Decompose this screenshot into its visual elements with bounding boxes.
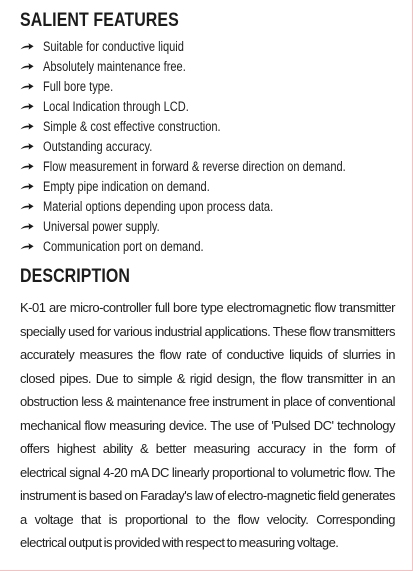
feature-text: Simple & cost effective construction.	[43, 118, 221, 134]
feature-text: Empty pipe indication on demand.	[43, 178, 210, 194]
description-line-text: electrical output is provided with respect to measuring voltage.	[20, 535, 339, 550]
feature-item	[20, 56, 398, 76]
feature-text: Suitable for conductive liquid	[43, 38, 184, 54]
description-line	[20, 414, 398, 438]
description-line-text: electrical signal 4-20 mA DC linearly proportional to volumetric flow. The	[20, 464, 395, 480]
arrow-right-icon	[20, 241, 34, 251]
feature-text: Absolutely maintenance free.	[43, 58, 186, 74]
feature-item	[20, 136, 398, 156]
description-line	[20, 390, 398, 414]
salient-features-heading: SALIENT FEATURES	[20, 10, 179, 31]
feature-text: Universal power supply.	[43, 218, 160, 234]
description-line-text: accurately measures the flow rate of conductive liquids of slurries in	[20, 347, 395, 362]
arrow-right-icon	[20, 121, 34, 131]
description-line-text: K-01 are micro-controller full bore type electromagnetic flow transmitter	[20, 300, 395, 315]
description-line	[20, 320, 398, 344]
feature-text: Local Indication through LCD.	[43, 98, 189, 114]
feature-item	[20, 156, 398, 176]
description-line	[20, 437, 398, 461]
description-paragraph	[20, 296, 398, 555]
feature-item	[20, 96, 398, 116]
feature-item	[20, 236, 398, 256]
description-line	[20, 367, 398, 391]
description-line	[20, 484, 398, 508]
arrow-right-icon	[20, 61, 34, 71]
arrow-right-icon	[20, 141, 34, 151]
description-line-text: offers highest ability & better measuring accuracy in the form of	[20, 441, 395, 456]
feature-item	[20, 76, 398, 96]
arrow-right-icon	[20, 101, 34, 111]
feature-item	[20, 196, 398, 216]
arrow-right-icon	[20, 41, 34, 51]
arrow-right-icon	[20, 201, 34, 211]
feature-item	[20, 36, 398, 56]
description-line	[20, 531, 398, 555]
description-line	[20, 508, 398, 532]
description-line	[20, 343, 398, 367]
description-line-text: a voltage that is proportional to the flow velocity. Corresponding	[20, 511, 395, 527]
feature-text: Communication port on demand.	[43, 238, 204, 254]
arrow-right-icon	[20, 161, 34, 171]
feature-text: Flow measurement in forward & reverse direction on demand.	[43, 158, 346, 174]
feature-text: Material options depending upon process data.	[43, 198, 274, 214]
description-line-text: mechanical flow measuring device. The use of 'Pulsed DC' technology	[20, 417, 395, 433]
description-line-text: specially used for various industrial applications. These flow transmitters	[20, 323, 395, 339]
feature-text: Full bore type.	[43, 78, 114, 94]
description-line	[20, 461, 398, 485]
arrow-right-icon	[20, 81, 34, 91]
description-line-text: instrument is based on Faraday's law of electro-magnetic field generates	[20, 488, 395, 503]
arrow-right-icon	[20, 221, 34, 231]
arrow-right-icon	[20, 181, 34, 191]
feature-text: Outstanding accuracy.	[43, 138, 153, 154]
description-heading: DESCRIPTION	[20, 266, 131, 287]
feature-item	[20, 216, 398, 236]
feature-item	[20, 116, 398, 136]
description-line	[20, 296, 398, 320]
description-line-text: obstruction less & maintenance free instrument in place of conventional	[20, 394, 395, 409]
description-line-text: closed pipes. Due to simple & rigid design, the flow transmitter in an	[20, 370, 395, 386]
feature-item	[20, 176, 398, 196]
features-list	[20, 36, 398, 256]
